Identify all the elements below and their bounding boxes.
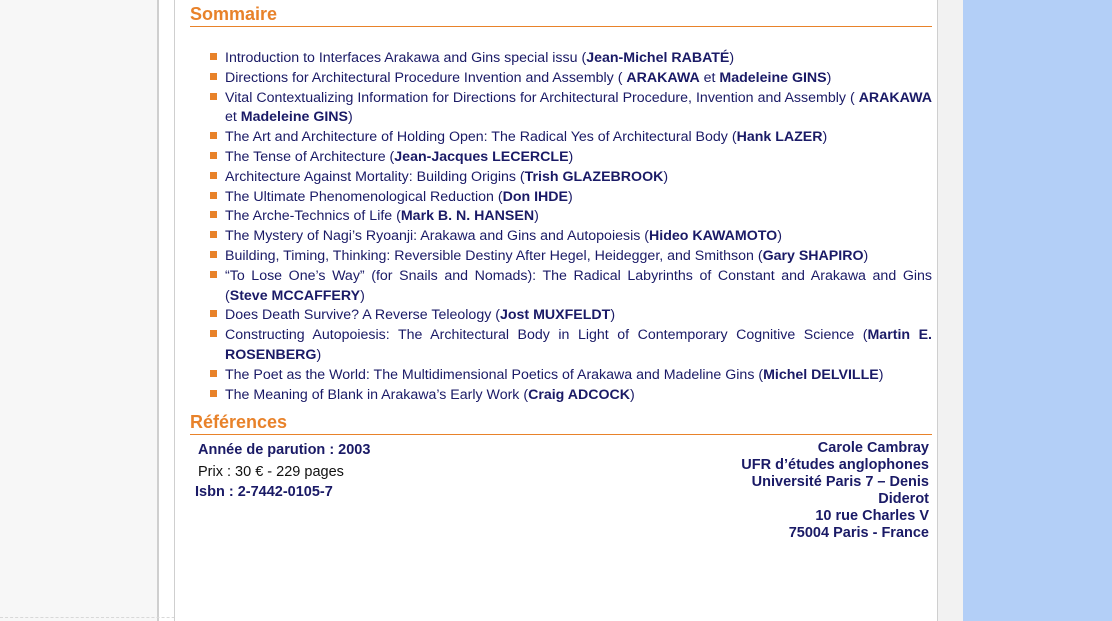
toc-item-close: ) [534,208,539,225]
toc-item-title: The Mystery of Nagi’s Ryoanji: Arakawa and Gins and Autopoiesis ( [225,228,649,245]
toc-item-title: The Ultimate Phenomenological Reduction ( [225,188,503,205]
toc-item-close: ) [777,228,782,245]
toc-item[interactable] [208,148,932,168]
toc-item[interactable] [208,247,932,267]
toc-item-author: Martin E. ROSENBERG [225,327,932,363]
right-panel [963,0,1112,621]
toc-item-author: Jost MUXFELDT [499,307,611,324]
square-bullet-icon [210,152,217,159]
toc-item-conjunction: et [699,69,720,86]
toc-item-close: ) [360,287,365,304]
toc-item-title: Directions for Architectural Procedure Invention and Assembly ( [225,69,627,86]
square-bullet-icon [210,251,217,258]
toc-item-author: Michel DELVILLE [763,366,879,383]
toc-item-close: ) [568,188,573,205]
contact-address [700,440,929,542]
toc-item-close: ) [729,50,735,66]
toc-item[interactable] [208,227,932,247]
scroll-gutter [938,0,963,621]
toc-item-title: Architecture Against Mortality: Building Origins ( [225,168,525,185]
toc-item-author: Trish GLAZEBROOK [524,168,664,185]
square-bullet-icon [210,390,217,397]
toc-item[interactable] [208,49,932,69]
square-bullet-icon [210,330,217,337]
contact-univ: Université Paris 7 – Denis [751,474,929,490]
contact-univ-2: Diderot [878,491,929,507]
toc-item-title: The Art and Architecture of Holding Open: The Radical Yes of Architectural Body ( [225,129,737,146]
toc-item[interactable] [208,207,932,227]
square-bullet-icon [210,192,217,199]
square-bullet-icon [210,211,217,218]
toc-item[interactable] [208,326,932,366]
toc-item[interactable] [208,366,932,386]
toc-item-author: Don IHDE [502,188,569,205]
toc-item-author: Craig ADCOCK [528,386,631,403]
toc-item-title: Introduction to Interfaces Arakawa and Gins special issu ( [225,50,587,66]
toc-item-close: ) [348,109,353,126]
toc-item-title: The Meaning of Blank in Arakawa’s Early Work ( [225,386,529,403]
toc-item-author: Mark B. N. HANSEN [400,208,535,225]
toc-item[interactable] [208,267,932,307]
contact-street: 10 rue Charles V [815,508,929,524]
toc-item-author: Madeleine GINS [719,69,827,86]
toc-item-close: ) [610,307,616,324]
toc-item-close: ) [863,247,869,264]
contact-name: Carole Cambray [817,440,929,456]
square-bullet-icon [210,132,217,139]
sommaire-heading: Sommaire [190,4,932,27]
contact-city: 75004 Paris - France [788,525,929,541]
toc-item[interactable] [208,306,932,326]
toc-item-author: ARAKAWA [858,89,932,106]
toc-item-author: Gary SHAPIRO [762,247,864,264]
toc-item-title: Building, Timing, Thinking: Reversible Destiny After Hegel, Heidegger, and Smithson ( [225,247,763,264]
isbn: Isbn : 2-7442-0105-7 [195,484,333,500]
toc-item-close: ) [663,168,669,185]
toc-item-title: The Arche-Technics of Life ( [225,208,401,225]
publication-year: Année de parution : 2003 [198,442,371,458]
toc-item-author: Jean-Michel RABATÉ [586,50,730,66]
table-of-contents [208,49,932,405]
toc-item-author: Hank LAZER [736,129,823,146]
toc-item-author: Steve MCCAFFERY [229,287,361,304]
toc-item-title: The Tense of Architecture ( [225,148,395,165]
toc-item-close: ) [878,366,884,383]
toc-item-title: Does Death Survive? A Reverse Teleology ( [225,307,500,324]
toc-item-author: Madeleine GINS [240,109,349,126]
square-bullet-icon [210,53,217,60]
toc-item-author: ARAKAWA [626,69,700,86]
toc-item-author: Jean-Jacques LECERCLE [394,148,569,165]
toc-item-title: “To Lose One’s Way” (for Snails and Nomads): The Radical Labyrinths of Constant and Arakawa and Gins ( [225,267,932,304]
toc-item[interactable] [208,188,932,208]
square-bullet-icon [210,271,217,278]
toc-item-close: ) [316,346,322,363]
toc-item[interactable] [208,168,932,188]
square-bullet-icon [210,370,217,377]
contact-dept: UFR d’études anglophones [741,457,929,473]
square-bullet-icon [210,73,217,80]
references-heading: Références [190,412,932,435]
toc-item-conjunction: et [225,109,241,126]
toc-item-title: Constructing Autopoiesis: The Architectural Body in Light of Contemporary Cognitive Science ( [225,327,868,344]
toc-item-close: ) [822,129,828,146]
toc-item-close: ) [568,148,574,165]
square-bullet-icon [210,93,217,100]
toc-item-author: Hideo KAWAMOTO [649,228,778,245]
toc-item-title: The Poet as the World: The Multidimensional Poetics of Arakawa and Madeline Gins ( [225,366,764,383]
square-bullet-icon [210,310,217,317]
left-gutter [0,0,159,621]
toc-item[interactable] [208,69,932,89]
square-bullet-icon [210,231,217,238]
price-pages: Prix : 30 € - 229 pages [198,464,344,480]
square-bullet-icon [210,172,217,179]
toc-item-close: ) [630,386,635,403]
toc-item-title: Vital Contextualizing Information for Directions for Architectural Procedure, Invention and Assembly ( [225,89,859,106]
toc-item[interactable] [208,89,932,129]
toc-item[interactable] [208,386,932,406]
toc-item[interactable] [208,128,932,148]
toc-item-close: ) [826,69,832,86]
